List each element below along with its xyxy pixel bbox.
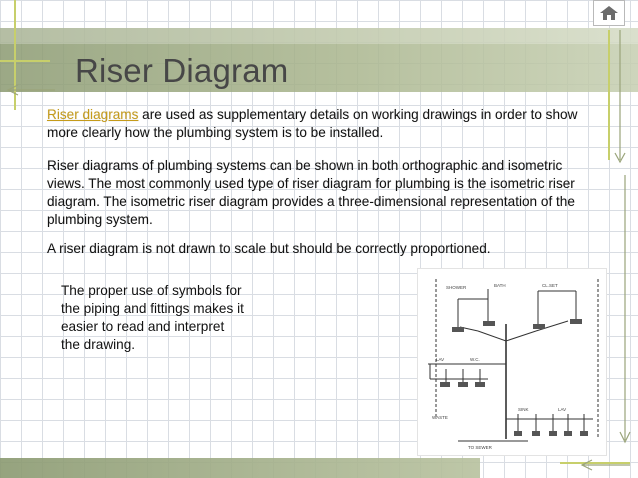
- label-shower: SHOWER: [446, 285, 467, 290]
- label-waste: WASTE: [432, 415, 448, 420]
- label-sink: SINK: [518, 407, 529, 412]
- aside-text: The proper use of symbols for the piping and fittings makes it easier to read and interpret the drawing.: [61, 283, 244, 352]
- label-closet: CL.SET: [542, 283, 558, 288]
- paragraph-views: Riser diagrams of plumbing systems can be shown in both orthographic and isometric views. The most commonly used type of riser diagram for plumbing is the isometric riser diagram. The isometric riser diagram provides a three-dimensional representation of the plumbing system.: [47, 158, 575, 227]
- label-to-sewer: TO SEWER: [468, 445, 492, 450]
- paragraph-intro-text: are used as supplementary details on working drawings in order to show more clearly how the plumbing system is to be installed.: [47, 107, 578, 140]
- label-bath: BATH: [494, 283, 506, 288]
- label-wc: W.C.: [470, 357, 480, 362]
- home-icon: [594, 1, 624, 25]
- riser-diagrams-link[interactable]: Riser diagrams: [47, 107, 139, 122]
- label-lav-lower: LAV: [558, 407, 567, 412]
- nav-button[interactable]: [593, 0, 625, 26]
- paragraph-intro: [47, 106, 587, 142]
- paragraph-scale: A riser diagram is not drawn to scale but should be correctly proportioned.: [47, 241, 491, 256]
- slide-title: Riser Diagram: [75, 52, 289, 89]
- riser-diagram-drawing: [418, 269, 606, 455]
- label-lav: LAV: [436, 357, 445, 362]
- riser-diagram-image: [417, 268, 607, 456]
